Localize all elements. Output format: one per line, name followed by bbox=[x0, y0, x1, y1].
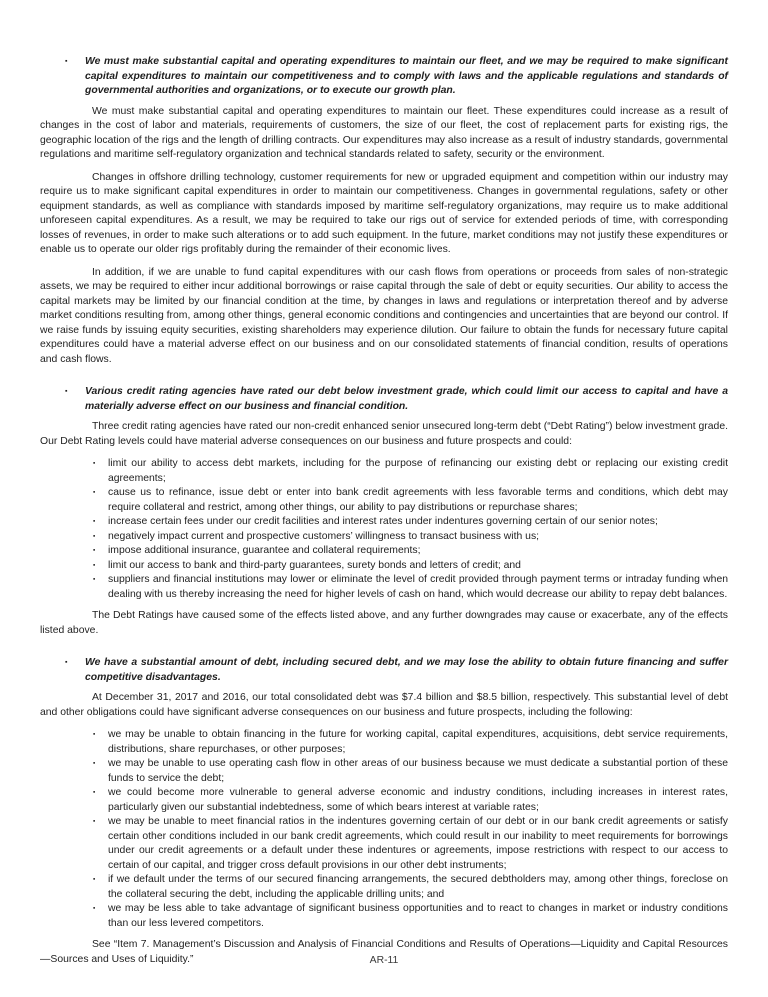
square-bullet-icon: ▪ bbox=[93, 576, 96, 583]
sub-bullet-list bbox=[40, 457, 728, 602]
sub-bullet-item bbox=[93, 486, 728, 515]
square-bullet-icon: ▪ bbox=[93, 789, 96, 796]
paragraph: In addition, if we are unable to fund capital expenditures with our cash flows from operations or proceeds from sales of non-strategic assets, we may be required to either incur additional borrowings or raise capital through the sale of debt or equity securities. Our ability to access the capital markets may be limited by our financial condition at the time, by changes in laws and regulations or interpretation thereof and by adverse market conditions resulting from, among other things, general economic conditions and contingencies and uncertainties that are beyond our control. If we raise funds by issuing equity securities, existing shareholders may experience dilution. Our failure to obtain the funds for necessary future capital expenditures could have a material adverse effect on our business and on our consolidated statements of financial condition, results of operations and cash flows. bbox=[40, 266, 728, 365]
paragraph: Three credit rating agencies have rated our non-credit enhanced senior unsecured long-term debt (“Debt Rating”) below investment grade. Our Debt Rating levels could have material adverse consequences on our business and future prospects and could: bbox=[40, 421, 728, 447]
square-bullet-icon: ▪ bbox=[93, 818, 96, 825]
square-bullet-icon: ▪ bbox=[93, 561, 96, 569]
risk-factor-section-credit-rating bbox=[40, 385, 728, 638]
square-bullet-icon: ▪ bbox=[93, 460, 96, 467]
paragraph: Changes in offshore drilling technology, customer requirements for new or upgraded equipment and competition within our industry may require us to make significant capital expenditures in order to maintain our competitiveness. Changes in governmental regulations, safety or other equipment standards, as well as compliance with standards imposed by maritime self-regulatory organizations, may require us to make additional unforeseen capital expenditures. As a result, we may be required to take our rigs out of service for extended periods of time, with corresponding losses of revenues, in order to make such alterations or to add such equipment. In the future, market conditions may not justify these expenditures or enable us to operate our older rigs profitably during the remainder of their economic lives. bbox=[40, 171, 728, 255]
sub-bullet-text: we may be unable to meet financial ratios in the indentures governing certain of our debt or in our bank credit agreements or satisfy certain other conditions included in our bank credit agreements, which could result in our inability to meet requirements for borrowings under our credit agreements or a default under these indentures or agreements, impose restrictions with respect to our access to certain of our capital, and trigger cross default provisions in our other debt instruments; bbox=[108, 816, 728, 871]
sub-bullet-text: we could become more vulnerable to general adverse economic and industry conditions, including increases in interest rates, particularly given our substantial indebtedness, some of which bears interest at variable rates; bbox=[108, 787, 728, 813]
paragraph: The Debt Ratings have caused some of the effects listed above, and any further downgrades may cause or exacerbate, any of the effects listed above. bbox=[40, 610, 728, 636]
risk-heading-row bbox=[65, 55, 728, 99]
risk-heading: We have a substantial amount of debt, including secured debt, and we may lose the ability to obtain future financing and suffer competitive disadvantages. bbox=[85, 657, 728, 683]
square-bullet-icon: ▪ bbox=[93, 532, 96, 540]
sub-bullet-item bbox=[93, 559, 728, 574]
sub-bullet-text: we may be unable to obtain financing in the future for working capital, capital expenditures, acquisitions, debt service requirements, distributions, share repurchases, or other purposes; bbox=[108, 729, 728, 755]
risk-factor-section-capital-expenditures bbox=[40, 55, 728, 367]
sub-bullet-item bbox=[93, 544, 728, 559]
risk-heading-row bbox=[65, 385, 728, 414]
square-bullet-icon: ▪ bbox=[65, 388, 68, 395]
sub-bullet-item bbox=[93, 815, 728, 873]
sub-bullet-text: impose additional insurance, guarantee and collateral requirements; bbox=[108, 545, 421, 556]
risk-factor-section-substantial-debt bbox=[40, 656, 728, 967]
sub-bullet-text: if we default under the terms of our secured financing arrangements, the secured debtholders may, among other things, foreclose on the collateral securing the debt, including the applicable drilling units; and bbox=[108, 874, 728, 900]
sub-bullet-item bbox=[93, 573, 728, 602]
sub-bullet-text: we may be unable to use operating cash flow in other areas of our business because we must dedicate a substantial portion of these funds to service the debt; bbox=[108, 758, 728, 784]
sub-bullet-item bbox=[93, 515, 728, 530]
sub-bullet-item bbox=[93, 728, 728, 757]
sub-bullet-text: increase certain fees under our credit facilities and interest rates under indentures governing certain of our senior notes; bbox=[108, 516, 658, 527]
square-bullet-icon: ▪ bbox=[65, 58, 68, 65]
sub-bullet-text: negatively impact current and prospective customers’ willingness to transact business with us; bbox=[108, 530, 540, 542]
square-bullet-icon: ▪ bbox=[93, 905, 96, 912]
sub-bullet-item bbox=[93, 457, 728, 486]
square-bullet-icon: ▪ bbox=[65, 659, 68, 666]
square-bullet-icon: ▪ bbox=[93, 489, 96, 496]
sub-bullet-item bbox=[93, 902, 728, 931]
sub-bullet-item bbox=[93, 873, 728, 902]
sub-bullet-item bbox=[93, 530, 728, 545]
square-bullet-icon: ▪ bbox=[93, 760, 96, 767]
square-bullet-icon: ▪ bbox=[93, 518, 96, 525]
paragraph: At December 31, 2017 and 2016, our total consolidated debt was $7.4 billion and $8.5 billion, respectively. This substantial level of debt and other obligations could have significant adverse consequences on our business and future prospects, including the following: bbox=[40, 692, 728, 718]
square-bullet-icon: ▪ bbox=[93, 876, 96, 883]
square-bullet-icon: ▪ bbox=[93, 731, 96, 738]
sub-bullet-text: suppliers and financial institutions may lower or eliminate the level of credit provided through payment terms or intraday funding when dealing with us thereby increasing the need for higher levels of cash on hand, which would decrease our ability to repay debt balances. bbox=[108, 574, 728, 600]
risk-heading-row bbox=[65, 656, 728, 685]
risk-heading: We must make substantial capital and operating expenditures to maintain our fleet, and we may be required to make significant capital expenditures to maintain our competitiveness and to comply with laws and the applicable regulations and standards of governmental authorities and organizations, or to execute our growth plan. bbox=[85, 56, 728, 96]
sub-bullet-text: limit our ability to access debt markets, including for the purpose of refinancing our existing debt or replacing our existing credit agreements; bbox=[108, 458, 728, 484]
sub-bullet-text: we may be less able to take advantage of significant business opportunities and to react to changes in market or industry conditions than our less levered competitors. bbox=[108, 903, 728, 929]
sub-bullet-item bbox=[93, 757, 728, 786]
paragraph: We must make substantial capital and operating expenditures to maintain our fleet. These expenditures could increase as a result of changes in the cost of labor and materials, requirements of customers, the size of our fleet, the cost of replacement parts for existing rigs, the geographic location of the rigs and the length of drilling contracts. Our expenditures may also increase as a result of industry standards, governmental regulations and maritime self-regulatory organization and technical standards related to safety, security or the environment. bbox=[40, 105, 728, 160]
sub-bullet-text: cause us to refinance, issue debt or enter into bank credit agreements with less favorable terms and conditions, which debt may require collateral and restrict, among other things, our ability to pay distributions or repurchase shares; bbox=[108, 487, 728, 513]
page-number: AR-11 bbox=[369, 954, 399, 966]
square-bullet-icon: ▪ bbox=[93, 547, 96, 554]
paragraph: See “Item 7. Management’s Discussion and Analysis of Financial Conditions and Results of Operations—Liquidity and Capital Resources—Sources and Uses of Liquidity.” bbox=[40, 939, 728, 965]
sub-bullet-list bbox=[40, 728, 728, 931]
sub-bullet-text: limit our access to bank and third-party guarantees, surety bonds and letters of credit; and bbox=[108, 559, 521, 571]
sub-bullet-item bbox=[93, 786, 728, 815]
risk-heading: Various credit rating agencies have rated our debt below investment grade, which could limit our access to capital and have a materially adverse effect on our business and financial condition. bbox=[85, 386, 728, 412]
